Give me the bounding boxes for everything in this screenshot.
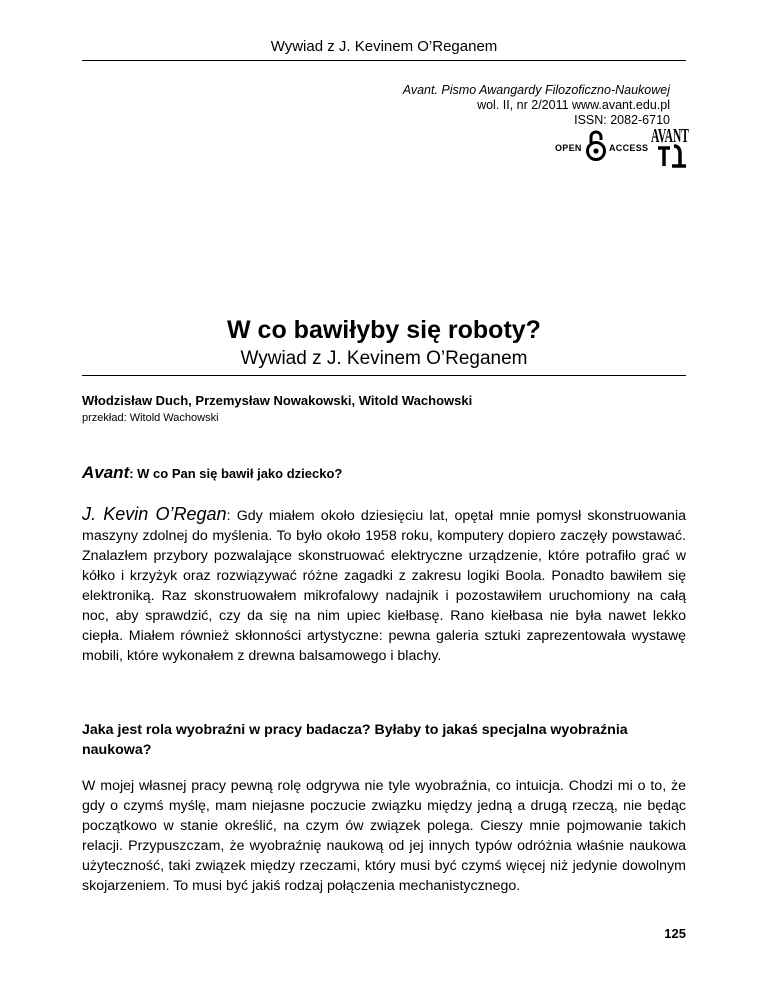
answer-2: W mojej własnej pracy pewną rolę odgrywa nie tyle wyobraźnia, co intuicja. Chodzi mi o to, że gdy o czymś myślę, mam niejasne poczucie związku między jedną a drugą rzeczą, nie będąc początkowo w stanie określić, na czym ów związek polega. Cieszy mnie pojmowanie takich relacji. Przypuszczam, że wyobraźnię naukową od jej innych typów odróżnia właśnie naukowa użyteczność, taki związek między rzeczami, który musi być czymś więcej niż jedynie dowolnym skojarzeniem. To musi być jakiś rodzaj połączenia mechanistycznego. xyxy=(82,778,686,894)
running-head: Wywiad z J. Kevinem O’Reganem xyxy=(270,38,498,55)
journal-issn: ISSN: 2082-6710 xyxy=(574,113,670,127)
answer-1-speaker: J. Kevin O’Regan xyxy=(82,504,227,524)
page-number: 125 xyxy=(664,926,686,941)
access-label: ACCESS xyxy=(609,143,649,153)
title-rule xyxy=(82,375,686,376)
article-title: W co bawiłyby się roboty? xyxy=(227,316,541,344)
journal-title: Avant. Pismo Awangardy Filozoficzno-Naukowej xyxy=(402,83,670,97)
translation-credit: przekład: Witold Wachowski xyxy=(82,412,219,424)
header-rule xyxy=(82,60,686,61)
answer-1 xyxy=(82,504,686,666)
avant-logo-text: AVANT xyxy=(651,125,690,147)
question-2: Jaka jest rola wyobraźni w pracy badacza? Byłaby to jakaś specjalna wyobraźnia naukowa? xyxy=(82,722,628,758)
question-1 xyxy=(82,464,342,483)
article-subtitle: Wywiad z J. Kevinem O’Reganem xyxy=(240,348,528,369)
authors: Włodzisław Duch, Przemysław Nowakowski, Witold Wachowski xyxy=(82,393,473,408)
avant-logo-icon xyxy=(650,124,690,168)
open-label: OPEN xyxy=(555,143,582,153)
answer-1-text: : Gdy miałem około dziesięciu lat, opętał mnie pomysł skonstruowania maszyny zdolnej do myślenia. To było około 1958 roku, komputery dopiero zaczęły powstawać. Znalazłem przybory pozwalające skonstruować elektryczne urządzenie, które potrafiło grać w kółko i krzyżyk oraz rozwiązywać różne zagadki z zakresu logiki Boola. Ponadto bawiłem się elektroniką. Raz skonstruowałem mikrofalowy nadajnik i pozostawiłem uruchomiony na całą noc, aby sprawdzić, czy da się na nim upiec kiełbasę. Rano kiełbasa nie była nawet lekko ciepła. Miałem również skłonności artystyczne: pewna galeria sztuki zaprezentowała wystawę mobili, które wykonałem z drewna balsamowego i blachy. xyxy=(82,508,686,664)
question-1-text: : W co Pan się bawił jako dziecko? xyxy=(129,466,343,481)
open-access-logo xyxy=(555,124,690,168)
journal-issue: wol. II, nr 2/2011 www.avant.edu.pl xyxy=(477,98,670,112)
question-1-speaker: Avant xyxy=(82,463,130,482)
journal-info xyxy=(403,83,670,128)
open-access-lock-icon xyxy=(586,128,606,162)
